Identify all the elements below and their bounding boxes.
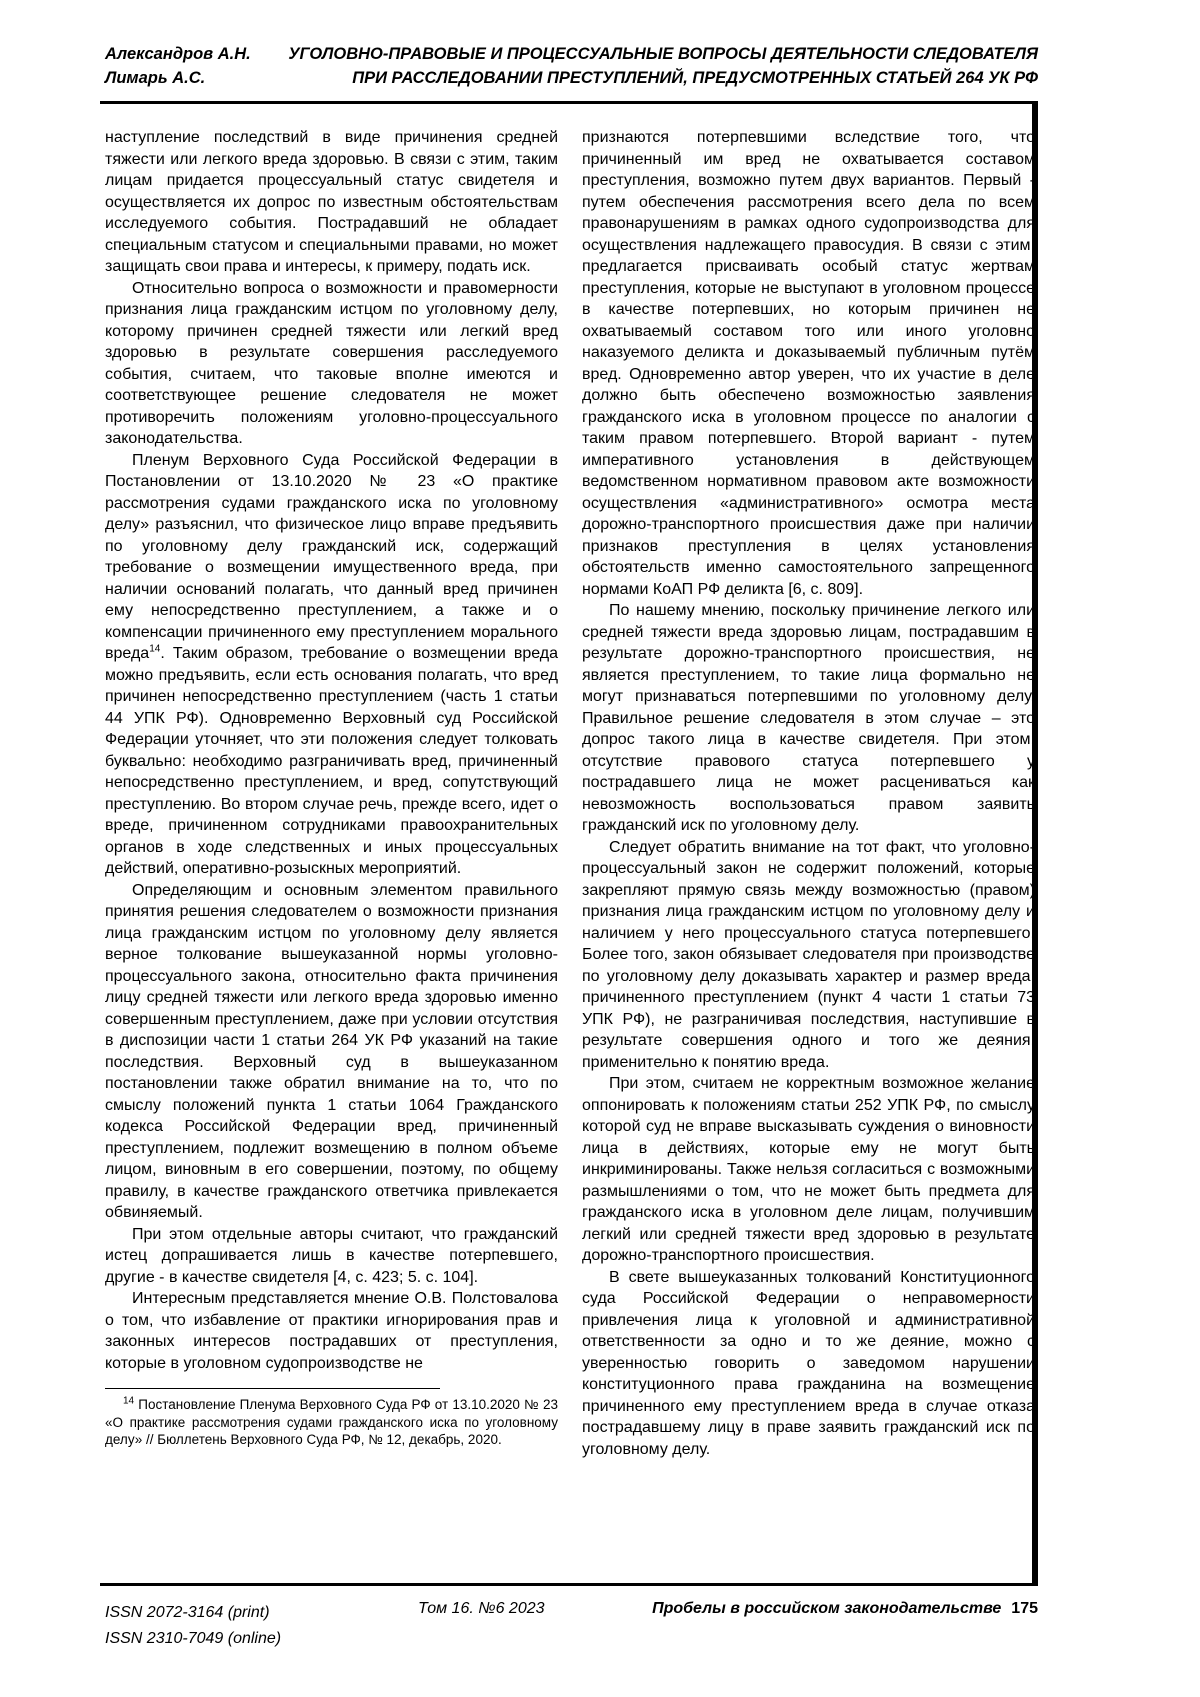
author-name: Александров А.Н. — [105, 45, 251, 63]
left-column-paragraphs — [105, 127, 558, 1374]
footnote-separator — [105, 1388, 440, 1389]
paragraph: Пленум Верховного Суда Российской Федерации в Постановлении от 13.10.2020 № 23 «О практике рассмотрения судами гражданского иска по уголовному делу» разъяснил, что физическое лицо вправе предъявить по уголовному делу гражданский иск, содержащий требование о возмещении имущественного вреда, при наличии оснований полагать, что данный вред причинен ему непосредственно преступлением, а также и о компенсации причиненного ему преступлением морального вреда$^{14}$. Таким образом, требование о возмещении вреда можно предъявить, если есть основания полагать, что вред причинен непосредственно преступлением (часть 1 статьи 44 УПК РФ). Одновременно Верховный суд Российской Федерации уточняет, что эти положения следует толковать буквально: необходимо разграничивать вред, причиненный непосредственно преступлением, и вред, сопутствующий преступлению. Во втором случае речь, прежде всего, идет о вреде, причиненном сотрудниками правоохранительных органов в ходе следственных и иных процессуальных действий, оперативно-розыскных мероприятий. — [105, 451, 558, 877]
paragraph: При этом отдельные авторы считают, что гражданский истец допрашивается лишь в качестве потерпевшего, другие - в качестве свидетеля [4, с. 423; 5. с. 104]. — [105, 1225, 558, 1286]
paragraph: признаются потерпевшими вследствие того, что причиненный им вред не охватывается составом преступления, возможно путем двух вариантов. Первый - путем обеспечения рассмотрения всего дела по всем правонарушениям в рамках одного судопроизводства для осуществления надлежащего правосудия. В связи с этим, предлагается присваивать особый статус жертвам преступления, которые не выступают в уголовном процессе в качестве потерпевших, но которым причинен не охватываемый составом того или иного уголовно наказуемого деликта и доказываемый публичным путём вред. Одновременно автор уверен, что их участие в деле должно быть обеспечено возможностью заявления гражданского иска в уголовном процессе по аналогии с таким правом потерпевшего. Второй вариант - путем императивного установления в действующем ведомственном нормативном правовом акте возможности осуществления «административного» осмотра места дорожно-транспортного происшествия даже при наличии признаков преступления в целях установления обстоятельств именно самостоятельного запрещенного нормами КоАП РФ деликта [6, с. 809]. — [582, 129, 1035, 598]
footnote: $^{14}$ Постановление Пленума Верховного Суда РФ от 13.10.2020 № 23 «О практике рассмотрения судами гражданского иска по уголовному делу» // Бюллетень Верховного Суда РФ, № 12, декабрь, 2020. — [105, 1395, 558, 1447]
issn-block — [105, 1600, 281, 1652]
header-rule — [100, 101, 1038, 104]
paragraph: По нашему мнению, поскольку причинение легкого или средней тяжести вреда здоровью лицам, пострадавшим в результате дорожно-транспортного происшествия, не является преступлением, то такие лица формально не могут признаваться потерпевшими по уголовному делу. Правильное решение следователя в этом случае – это допрос такого лица в качестве свидетеля. При этом, отсутствие правового статуса потерпевшего у пострадавшего лица не может расцениваться как невозможность воспользоваться правом заявить гражданский иск по уголовному делу. — [582, 602, 1035, 834]
article-body — [105, 127, 1035, 1460]
footer-rule — [100, 1583, 1038, 1586]
right-column — [582, 127, 1035, 1460]
paragraph: В свете вышеуказанных толкований Конституционного суда Российской Федерации о неправомерности привлечения лица к уголовной и административной ответственности за одно и то же деяние, можно с уверенностью говорить о заведомом нарушении конституционного права гражданина на возмещение причиненного ему преступлением вреда в случае отказа пострадавшему лицу в праве заявить гражданский иск по уголовному делу. — [582, 1268, 1035, 1458]
right-column-paragraphs — [582, 127, 1035, 1460]
author-name: Лимарь А.С. — [105, 69, 206, 87]
journal-name: Пробелы в российском законодательстве — [652, 1600, 1002, 1617]
authors-block — [105, 42, 251, 90]
page-header — [105, 42, 1038, 90]
article-title — [269, 42, 1038, 90]
paragraph: Относительно вопроса о возможности и правомерности признания лица гражданским истцом по уголовному делу, которому причинен средней тяжести или легкий вред здоровью в результате совершения расследуемого события, считаем, что таковые вполне имеются и соответствующее решение следователя не может противоречить положениям уголовно-процессуального законодательства. — [105, 279, 558, 447]
issn-online: ISSN 2310-7049 (online) — [105, 1630, 282, 1647]
article-title-line: УГОЛОВНО-ПРАВОВЫЕ И ПРОЦЕССУАЛЬНЫЕ ВОПРОСЫ ДЕЯТЕЛЬНОСТИ СЛЕДОВАТЕЛЯ — [288, 45, 1038, 63]
paragraph: Следует обратить внимание на тот факт, что уголовно-процессуальный закон не содержит положений, которые закрепляют прямую связь между возможностью (правом) признания лица гражданским истцом по уголовному делу и наличием у него процессуального статуса потерпевшего. Более того, закон обязывает следователя при производстве по уголовному делу доказывать характер и размер вреда, причиненного преступлением (пункт 4 части 1 статьи 73 УПК РФ), не разграничивая последствия, наступившие в результате совершения одного и того же деяния, применительно к понятию вреда. — [582, 838, 1035, 1071]
paragraph: При этом, считаем не корректным возможное желание оппонировать к положениям статьи 252 УПК РФ, по смыслу которой суд не вправе высказывать суждения о виновности лица в действиях, которые ему не могут быть инкриминированы. Также нельзя согласиться с возможными размышлениями о том, что не может быть предмета для гражданского иска в уголовном деле лицам, получившим легкий или средней тяжести вред здоровью в результате дорожно-транспортного происшествия. — [582, 1075, 1035, 1264]
paragraph: Определяющим и основным элементом правильного принятия решения следователем о возможности признания лица гражданским истцом по уголовному делу является верное толкование вышеуказанной нормы уголовно-процессуального закона, относительно факта причинения лицу средней тяжести или легкого вреда здоровью именно совершенным преступлением, даже при условии отсутствия в диспозиции части 1 статьи 264 УК РФ указаний на такие последствия. Верховный суд в вышеуказанном постановлении также обратил внимание на то, что по смыслу положений пункта 1 статьи 1064 Гражданского кодекса Российской Федерации вред, причиненный преступлением, подлежит возмещению в полном объеме лицом, виновным в его совершении, поэтому, по общему правилу, в качестве гражданского ответчика привлекается обвиняемый. — [105, 881, 558, 1221]
issn-print: ISSN 2072-3164 (print) — [105, 1604, 270, 1621]
paragraph: Интересным представляется мнение О.В. Полстовалова о том, что избавление от практики игнорирования прав и законных интересов пострадавших от преступления, которые в уголовном судопроизводстве не — [105, 1290, 558, 1372]
volume-issue: Том 16. №6 2023 — [418, 1600, 545, 1617]
left-column — [105, 127, 558, 1460]
journal-name-and-page — [652, 1600, 1038, 1618]
article-title-line: ПРИ РАССЛЕДОВАНИИ ПРЕСТУПЛЕНИЙ, ПРЕДУСМОТРЕННЫХ СТАТЬЕЙ 264 УК РФ — [352, 69, 1038, 87]
page-number: 175 — [1011, 1600, 1038, 1617]
paragraph: наступление последствий в виде причинения средней тяжести или легкого вреда здоровью. В связи с этим, таким лицам придается процессуальный статус свидетеля и осуществляется их допрос по известным обстоятельствам исследуемого события. Пострадавший не обладает специальным статусом и специальными правами, но может защищать свои права и интересы, к примеру, подать иск. — [105, 129, 558, 275]
